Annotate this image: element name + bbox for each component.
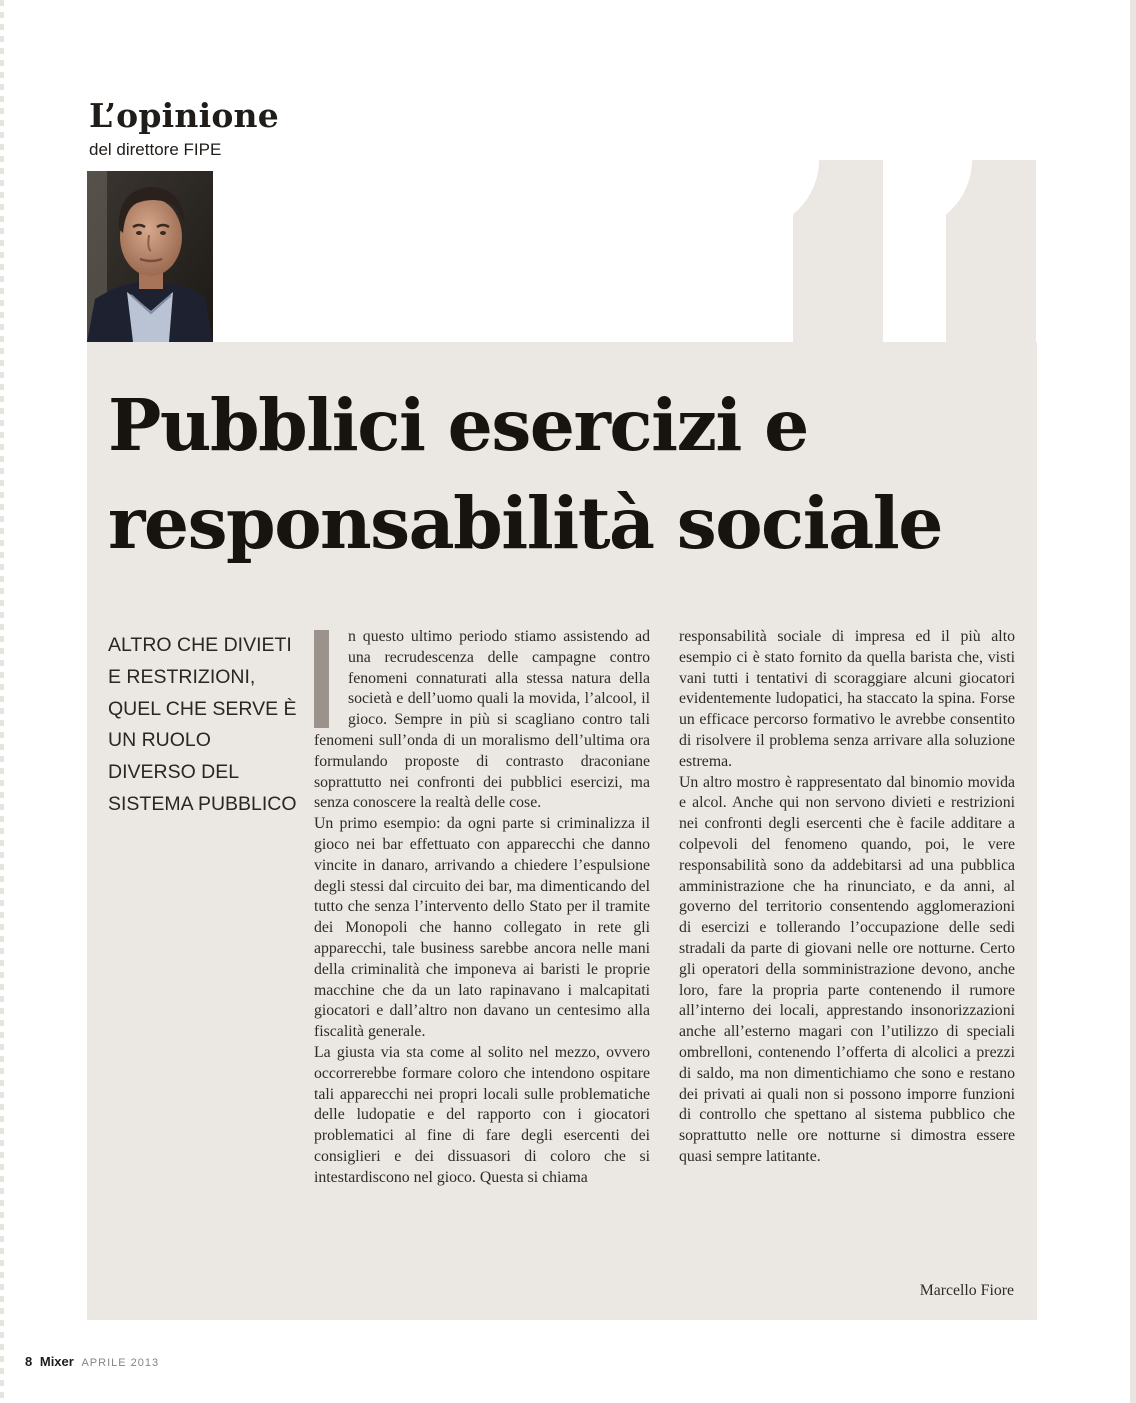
page-edge-left	[0, 0, 4, 1403]
issue-date: APRILE 2013	[81, 1357, 160, 1369]
article-column-1	[314, 627, 650, 1189]
author-portrait-image	[87, 171, 213, 342]
author-byline: Marcello Fiore	[919, 1282, 1014, 1299]
body-paragraph: La giusta via sta come al solito nel mezzo, ovvero occorrerebbe formare coloro che intendono ospitare tali apparecchi nei propri locali sulle problematiche delle ludopatie e del rapporto con i giocatori problematici al fine di fare degli esercenti dei consiglieri e dei dissuasori di coloro che si intestardiscono nel gioco. Questa si chiama	[314, 1043, 650, 1186]
author-portrait	[87, 171, 213, 342]
opening-quote-mark-icon	[946, 160, 1036, 344]
section-title: L’opinione	[89, 96, 279, 135]
body-paragraph: Un primo esempio: da ogni parte si criminalizza il gioco nei bar effettuato con apparecchi che danno vincite in danaro, arrivando a chiedere l’espulsione degli stessi dal circuito dei bar, ma dimenticando del tutto che senza l’intervento dello Stato per il tramite dei Monopoli che hanno collegato in rete gli apparecchi, tale business sarebbe ancora nelle mani della criminalità che imponeva ai baristi le proprie macchine che da un lato rapinavano i malcapitati giocatori e dall’altro non davano un centesimo alla fiscalità generale.	[314, 815, 650, 1041]
page-number: 8	[25, 1354, 33, 1369]
body-paragraph: responsabilità sociale di impresa ed il più alto esempio ci è stato fornito da quella barista che, visti vani tutti i tentativi di scoraggiare alcuni giocatori evidentemente ludopatici, ha staccato la spina. Forse un efficace percorso formativo le avrebbe consentito di risolvere il problema senza arrivare alla soluzione estrema.	[679, 628, 1015, 770]
opening-quote-mark-icon	[793, 160, 883, 344]
magazine-name: Mixer	[39, 1354, 74, 1369]
page-footer	[25, 1354, 159, 1369]
article-deck: ALTRO CHE DIVIETI E RESTRIZIONI, QUEL CHE SERVE È UN RUOLO DIVERSO DEL SISTEMA PUBBLICO	[108, 634, 297, 815]
article-headline: Pubblici esercizi e responsabilità sociale	[108, 383, 942, 565]
page-edge-right	[1130, 0, 1136, 1403]
article-column-2	[679, 627, 1015, 1168]
body-paragraph: n questo ultimo periodo stiamo assistendo ad una recrudescenza delle campagne contro fenomeni connaturati alla stessa natura della società e dell’uomo quali la movida, l’alcool, il gioco. Sempre in più si scagliano contro tali fenomeni sull’onda di un moralismo dell’ultima ora formulando proposte di contrasto draconiane soprattutto nei confronti dei pubblici esercizi, ma senza conoscere la realtà delle cose.	[314, 628, 650, 812]
body-paragraph: Un altro mostro è rappresentato dal binomio movida e alcol. Anche qui non servono divieti e restrizioni nei confronti degli esercenti che è facile additare a colpevoli del fenomeno quando, poi, le vere responsabilità sono da addebitarsi ad una pubblica amministrazione che ha rinunciato, e da anni, al governo del territorio consentendo agglomerazioni di esercizi e tollerando l’occupazione delle sedi stradali da parte di giovani nelle ore notturne. Certo gli operatori della somministrazione devono, anche loro, fare la propria parte contenendo il rumore all’interno dei locali, apprestando insonorizzazioni anche all’esterno magari con l’utilizzo di speciali ombrelloni, contenendo l’offerta di alcolici a prezzi di saldo, ma non dimentichiamo che sono e restano dei privati ai quali non si possono imporre funzioni di controllo che spettano al sistema pubblico che soprattutto nelle ore notturne si dimostra essere quasi sempre latitante.	[679, 773, 1015, 1165]
section-subtitle: del direttore FIPE	[89, 140, 222, 159]
drop-cap-bar	[314, 630, 329, 728]
